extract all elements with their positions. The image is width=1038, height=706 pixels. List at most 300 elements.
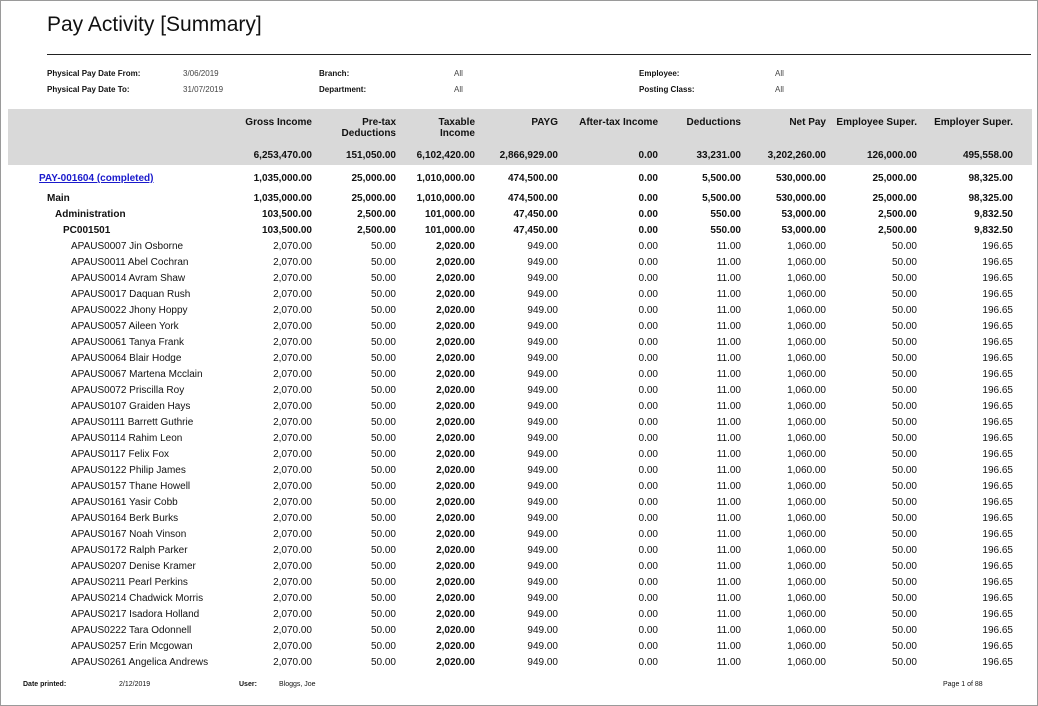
grand-total-cell: 126,000.00 [866,150,917,161]
row-label: APAUS0117 Felix Fox [71,449,170,460]
table-cell: 50.00 [891,257,917,268]
table-cell: 0.00 [638,193,658,204]
column-header-line: Deductions [341,128,396,139]
table-cell: 2,020.00 [436,561,475,572]
employee-row [1,401,1038,417]
row-label: APAUS0261 Angelica Andrews [71,657,209,667]
column-header [827,117,917,128]
column-header-line: PAYG [531,117,558,128]
table-cell: 11.00 [716,353,741,364]
table-cell: 50.00 [891,529,917,540]
table-cell: 2,070.00 [273,305,312,316]
table-cell: 2,500.00 [357,209,396,220]
table-cell: 50.00 [891,449,917,460]
grand-total-cell: 0.00 [638,150,658,161]
table-cell: 2,020.00 [436,433,475,444]
table-cell: 11.00 [716,305,741,316]
table-cell: 0.00 [638,625,658,636]
table-cell: 11.00 [716,369,741,380]
employee-row [1,353,1038,369]
table-cell: 2,020.00 [436,641,475,652]
table-cell: 196.65 [982,641,1013,652]
table-cell: 2,070.00 [273,593,312,604]
row-label: PC001501 [63,225,111,236]
table-cell: 0.00 [638,449,658,460]
table-cell: 2,020.00 [436,385,475,396]
row-label: Main [47,193,70,204]
row-label: APAUS0211 Pearl Perkins [71,577,188,588]
table-cell: 11.00 [716,273,741,284]
table-cell: 0.00 [638,401,658,412]
table-cell: 50.00 [370,593,396,604]
table-cell: 2,070.00 [273,449,312,460]
table-cell: 1,060.00 [787,385,826,396]
table-cell: 196.65 [982,657,1013,667]
table-cell: 11.00 [716,561,741,572]
table-cell: 2,070.00 [273,417,312,428]
column-header-line: Employer Super. [934,117,1013,128]
table-cell: 949.00 [527,417,558,428]
table-cell: 196.65 [982,353,1013,364]
row-label: APAUS0072 Priscilla Roy [71,385,185,396]
employee-row [1,321,1038,337]
table-cell: 1,060.00 [787,625,826,636]
table-cell: 98,325.00 [968,193,1013,204]
table-cell: 196.65 [982,481,1013,492]
table-cell: 1,060.00 [787,273,826,284]
footer-user-value: Bloggs, Joe [279,681,316,688]
table-cell: 949.00 [527,465,558,476]
table-cell: 2,070.00 [273,289,312,300]
table-cell: 2,020.00 [436,577,475,588]
employee-row [1,257,1038,273]
table-cell: 50.00 [370,657,396,667]
table-cell: 0.00 [638,353,658,364]
employee-row [1,609,1038,625]
table-cell: 949.00 [527,593,558,604]
table-cell: 50.00 [370,513,396,524]
table-cell: 50.00 [891,641,917,652]
table-cell: 949.00 [527,641,558,652]
table-cell: 5,500.00 [702,193,741,204]
table-cell: 1,060.00 [787,561,826,572]
table-cell: 50.00 [370,625,396,636]
table-cell: 2,020.00 [436,353,475,364]
table-cell: 1,060.00 [787,289,826,300]
table-cell: 53,000.00 [781,225,826,236]
table-cell: 949.00 [527,289,558,300]
table-cell: 0.00 [638,369,658,380]
table-cell: 530,000.00 [775,173,826,184]
table-cell: 0.00 [638,545,658,556]
table-cell: 50.00 [370,257,396,268]
row-label: APAUS0067 Martena Mcclain [71,369,203,380]
table-cell: 11.00 [716,641,741,652]
table-cell: 50.00 [891,337,917,348]
table-cell: 2,070.00 [273,337,312,348]
table-cell: 949.00 [527,657,558,667]
table-cell: 50.00 [370,529,396,540]
posting-subtotal-row [1,225,1038,241]
filter-department-label: Department: [319,85,367,94]
table-cell: 2,020.00 [436,513,475,524]
table-cell: 0.00 [638,497,658,508]
table-cell: 50.00 [370,241,396,252]
table-cell: 949.00 [527,241,558,252]
table-cell: 9,832.50 [974,209,1013,220]
employee-row [1,289,1038,305]
table-cell: 50.00 [370,289,396,300]
table-cell: 11.00 [716,609,741,620]
employee-row [1,369,1038,385]
row-label: APAUS0207 Denise Kramer [71,561,196,572]
table-cell: 949.00 [527,529,558,540]
table-cell: 2,070.00 [273,641,312,652]
employee-row [1,529,1038,545]
column-header [661,117,741,128]
column-header-line: Net Pay [789,117,826,128]
table-cell: 11.00 [716,321,741,332]
table-cell: 50.00 [891,273,917,284]
table-cell: 2,070.00 [273,385,312,396]
table-cell: 2,070.00 [273,401,312,412]
table-cell: 196.65 [982,593,1013,604]
table-cell: 196.65 [982,369,1013,380]
table-cell: 949.00 [527,545,558,556]
table-cell: 0.00 [638,289,658,300]
column-header-line: Pre-tax [362,117,396,128]
table-cell: 196.65 [982,609,1013,620]
table-cell: 2,020.00 [436,625,475,636]
table-cell: 0.00 [638,417,658,428]
filter-posting-value: All [775,85,784,94]
footer-user-label: User: [239,681,257,688]
table-cell: 2,020.00 [436,257,475,268]
table-cell: 196.65 [982,385,1013,396]
table-cell: 2,070.00 [273,465,312,476]
table-cell: 550.00 [710,225,741,236]
table-cell: 1,060.00 [787,577,826,588]
report-title: Pay Activity [Summary] [47,13,262,36]
table-cell: 50.00 [891,657,917,667]
table-cell: 0.00 [638,257,658,268]
table-cell: 11.00 [716,449,741,460]
filter-employee-value: All [775,69,784,78]
table-cell: 0.00 [638,593,658,604]
row-label: APAUS0017 Daquan Rush [71,289,191,300]
employee-row [1,449,1038,465]
table-cell: 1,060.00 [787,593,826,604]
table-cell: 50.00 [370,385,396,396]
employee-row [1,481,1038,497]
row-label: APAUS0172 Ralph Parker [71,545,188,556]
table-cell: 50.00 [370,321,396,332]
table-cell: 949.00 [527,609,558,620]
table-cell: 50.00 [891,625,917,636]
table-cell: 949.00 [527,369,558,380]
table-cell: 196.65 [982,273,1013,284]
row-label: APAUS0164 Berk Burks [71,513,179,524]
row-label: APAUS0114 Rahim Leon [71,433,183,444]
table-cell: 2,070.00 [273,625,312,636]
table-cell: 11.00 [716,241,741,252]
employee-row [1,657,1038,667]
column-header [923,117,1013,128]
row-label: APAUS0214 Chadwick Morris [71,593,204,604]
table-cell: 50.00 [891,497,917,508]
column-header [316,117,396,139]
employee-row [1,641,1038,657]
table-cell: 50.00 [891,545,917,556]
row-label: APAUS0107 Graiden Hays [71,401,191,412]
table-cell: 50.00 [891,289,917,300]
table-cell: 196.65 [982,577,1013,588]
row-label: APAUS0161 Yasir Cobb [71,497,178,508]
table-cell: 1,060.00 [787,481,826,492]
table-cell: 2,070.00 [273,481,312,492]
table-cell: 50.00 [370,273,396,284]
employee-row [1,305,1038,321]
table-cell: 103,500.00 [261,225,312,236]
table-cell: 2,070.00 [273,577,312,588]
table-cell: 1,010,000.00 [416,173,475,184]
table-cell: 1,010,000.00 [416,193,475,204]
table-cell: 949.00 [527,577,558,588]
grand-total-cell: 33,231.00 [696,150,741,161]
table-cell: 196.65 [982,401,1013,412]
table-cell: 1,060.00 [787,641,826,652]
column-header-line: Taxable [438,117,475,128]
table-cell: 50.00 [891,241,917,252]
table-cell: 1,060.00 [787,465,826,476]
grand-total-cell: 6,102,420.00 [416,150,475,161]
table-cell: 949.00 [527,401,558,412]
table-cell: 47,450.00 [513,225,558,236]
table-cell: 1,060.00 [787,305,826,316]
table-cell: 11.00 [716,529,741,540]
table-cell: 949.00 [527,337,558,348]
table-cell: 50.00 [370,305,396,316]
table-cell: 11.00 [716,545,741,556]
row-label: APAUS0257 Erin Mcgowan [71,641,193,652]
grand-total-cell: 3,202,260.00 [767,150,826,161]
table-cell: 1,060.00 [787,529,826,540]
table-cell: 2,070.00 [273,657,312,667]
filter-to-label: Physical Pay Date To: [47,85,130,94]
column-header-line: After-tax Income [579,117,658,128]
table-cell: 2,070.00 [273,497,312,508]
row-label: APAUS0217 Isadora Holland [71,609,200,620]
employee-row [1,497,1038,513]
table-cell: 1,060.00 [787,433,826,444]
table-cell: 50.00 [370,337,396,348]
column-header [558,117,658,128]
table-cell: 53,000.00 [781,209,826,220]
table-cell: 1,060.00 [787,417,826,428]
table-cell: 196.65 [982,449,1013,460]
employee-row [1,593,1038,609]
table-cell: 5,500.00 [702,173,741,184]
table-cell: 196.65 [982,465,1013,476]
table-cell: 2,020.00 [436,481,475,492]
employee-row [1,625,1038,641]
table-cell: 11.00 [716,257,741,268]
table-cell: 11.00 [716,657,741,667]
table-cell: 2,070.00 [273,433,312,444]
table-cell: 1,060.00 [787,657,826,667]
table-cell: 1,060.00 [787,321,826,332]
table-cell: 196.65 [982,529,1013,540]
table-cell: 196.65 [982,513,1013,524]
table-cell: 2,070.00 [273,321,312,332]
table-cell: 50.00 [891,305,917,316]
table-cell: 196.65 [982,337,1013,348]
row-label: Administration [55,209,126,220]
table-cell: 50.00 [370,545,396,556]
table-cell: 50.00 [891,609,917,620]
table-cell: 0.00 [638,385,658,396]
table-cell: 50.00 [370,369,396,380]
table-cell: 1,060.00 [787,545,826,556]
row-label: APAUS0061 Tanya Frank [71,337,185,348]
table-cell: 1,060.00 [787,369,826,380]
table-cell: 949.00 [527,449,558,460]
table-cell: 1,035,000.00 [253,193,312,204]
table-cell: 949.00 [527,305,558,316]
branch-subtotal-row [1,193,1038,209]
table-cell: 2,020.00 [436,657,475,667]
table-cell: 11.00 [716,481,741,492]
table-cell: 50.00 [891,465,917,476]
table-cell: 0.00 [638,657,658,667]
filter-employee-label: Employee: [639,69,680,78]
table-cell: 1,060.00 [787,609,826,620]
table-cell: 196.65 [982,497,1013,508]
table-cell: 50.00 [370,417,396,428]
table-cell: 11.00 [716,433,741,444]
table-cell: 2,020.00 [436,241,475,252]
table-cell: 2,020.00 [436,545,475,556]
table-cell: 2,500.00 [878,209,917,220]
row-label: APAUS0064 Blair Hodge [71,353,182,364]
table-cell: 2,070.00 [273,257,312,268]
table-cell: 2,070.00 [273,529,312,540]
table-cell: 0.00 [638,173,658,184]
table-cell: 50.00 [891,369,917,380]
employee-row [1,385,1038,401]
table-cell: 1,060.00 [787,241,826,252]
department-subtotal-row [1,209,1038,225]
table-cell: 98,325.00 [968,173,1013,184]
table-cell: 474,500.00 [507,173,558,184]
table-cell: 949.00 [527,257,558,268]
table-cell: 11.00 [716,497,741,508]
table-cell: 949.00 [527,273,558,284]
table-cell: 11.00 [716,593,741,604]
table-cell: 2,070.00 [273,609,312,620]
table-cell: 949.00 [527,561,558,572]
filter-from-label: Physical Pay Date From: [47,69,141,78]
pay-subtotal-row[interactable] [1,173,1038,189]
column-header-line: Gross Income [245,117,312,128]
table-cell: 50.00 [370,449,396,460]
table-cell: 2,070.00 [273,513,312,524]
column-header-line: Income [439,128,475,139]
table-cell: 50.00 [891,417,917,428]
table-cell: 949.00 [527,497,558,508]
footer-date-value: 2/12/2019 [119,681,151,688]
table-cell: 50.00 [370,481,396,492]
table-cell: 2,020.00 [436,417,475,428]
row-label: APAUS0157 Thane Howell [71,481,191,492]
table-cell: 2,020.00 [436,369,475,380]
table-cell: 196.65 [982,241,1013,252]
table-cell: 2,070.00 [273,241,312,252]
table-cell: 25,000.00 [351,193,396,204]
table-cell: 11.00 [716,289,741,300]
table-cell: 2,020.00 [436,305,475,316]
filter-branch-label: Branch: [319,69,350,78]
row-label: APAUS0022 Jhony Hoppy [71,305,188,316]
footer-date-label: Date printed: [23,681,67,688]
pay-run-link[interactable]: PAY-001604 (completed) [39,173,154,184]
table-cell: 50.00 [891,577,917,588]
table-cell: 2,020.00 [436,465,475,476]
table-cell: 50.00 [370,577,396,588]
table-header [8,109,1032,165]
employee-row [1,465,1038,481]
table-cell: 11.00 [716,465,741,476]
table-cell: 2,500.00 [878,225,917,236]
table-cell: 2,020.00 [436,321,475,332]
employee-row [1,417,1038,433]
table-cell: 11.00 [716,625,741,636]
grand-total-cell: 495,558.00 [962,150,1013,161]
table-cell: 2,020.00 [436,401,475,412]
table-cell: 101,000.00 [424,225,475,236]
table-cell: 1,060.00 [787,449,826,460]
table-cell: 0.00 [638,609,658,620]
table-cell: 0.00 [638,209,658,220]
table-cell: 2,020.00 [436,529,475,540]
table-cell: 949.00 [527,481,558,492]
row-label: APAUS0111 Barrett Guthrie [71,417,194,428]
table-cell: 0.00 [638,641,658,652]
employee-row [1,241,1038,257]
table-cell: 50.00 [891,513,917,524]
grand-total-cell: 6,253,470.00 [253,150,312,161]
filter-branch-value: All [454,69,463,78]
table-cell: 0.00 [638,305,658,316]
report-table-body [1,171,1038,667]
table-cell: 2,020.00 [436,593,475,604]
table-cell: 11.00 [716,337,741,348]
table-cell: 9,832.50 [974,225,1013,236]
table-cell: 0.00 [638,337,658,348]
row-label: APAUS0011 Abel Cochran [71,257,189,268]
table-cell: 1,060.00 [787,353,826,364]
row-label: APAUS0014 Avram Shaw [71,273,186,284]
table-cell: 2,020.00 [436,449,475,460]
table-cell: 2,020.00 [436,289,475,300]
grand-total-cell: 151,050.00 [345,150,396,161]
table-cell: 50.00 [370,561,396,572]
table-cell: 949.00 [527,625,558,636]
table-cell: 50.00 [370,609,396,620]
table-cell: 0.00 [638,433,658,444]
table-cell: 50.00 [891,561,917,572]
column-header-line: Employee Super. [836,117,917,128]
